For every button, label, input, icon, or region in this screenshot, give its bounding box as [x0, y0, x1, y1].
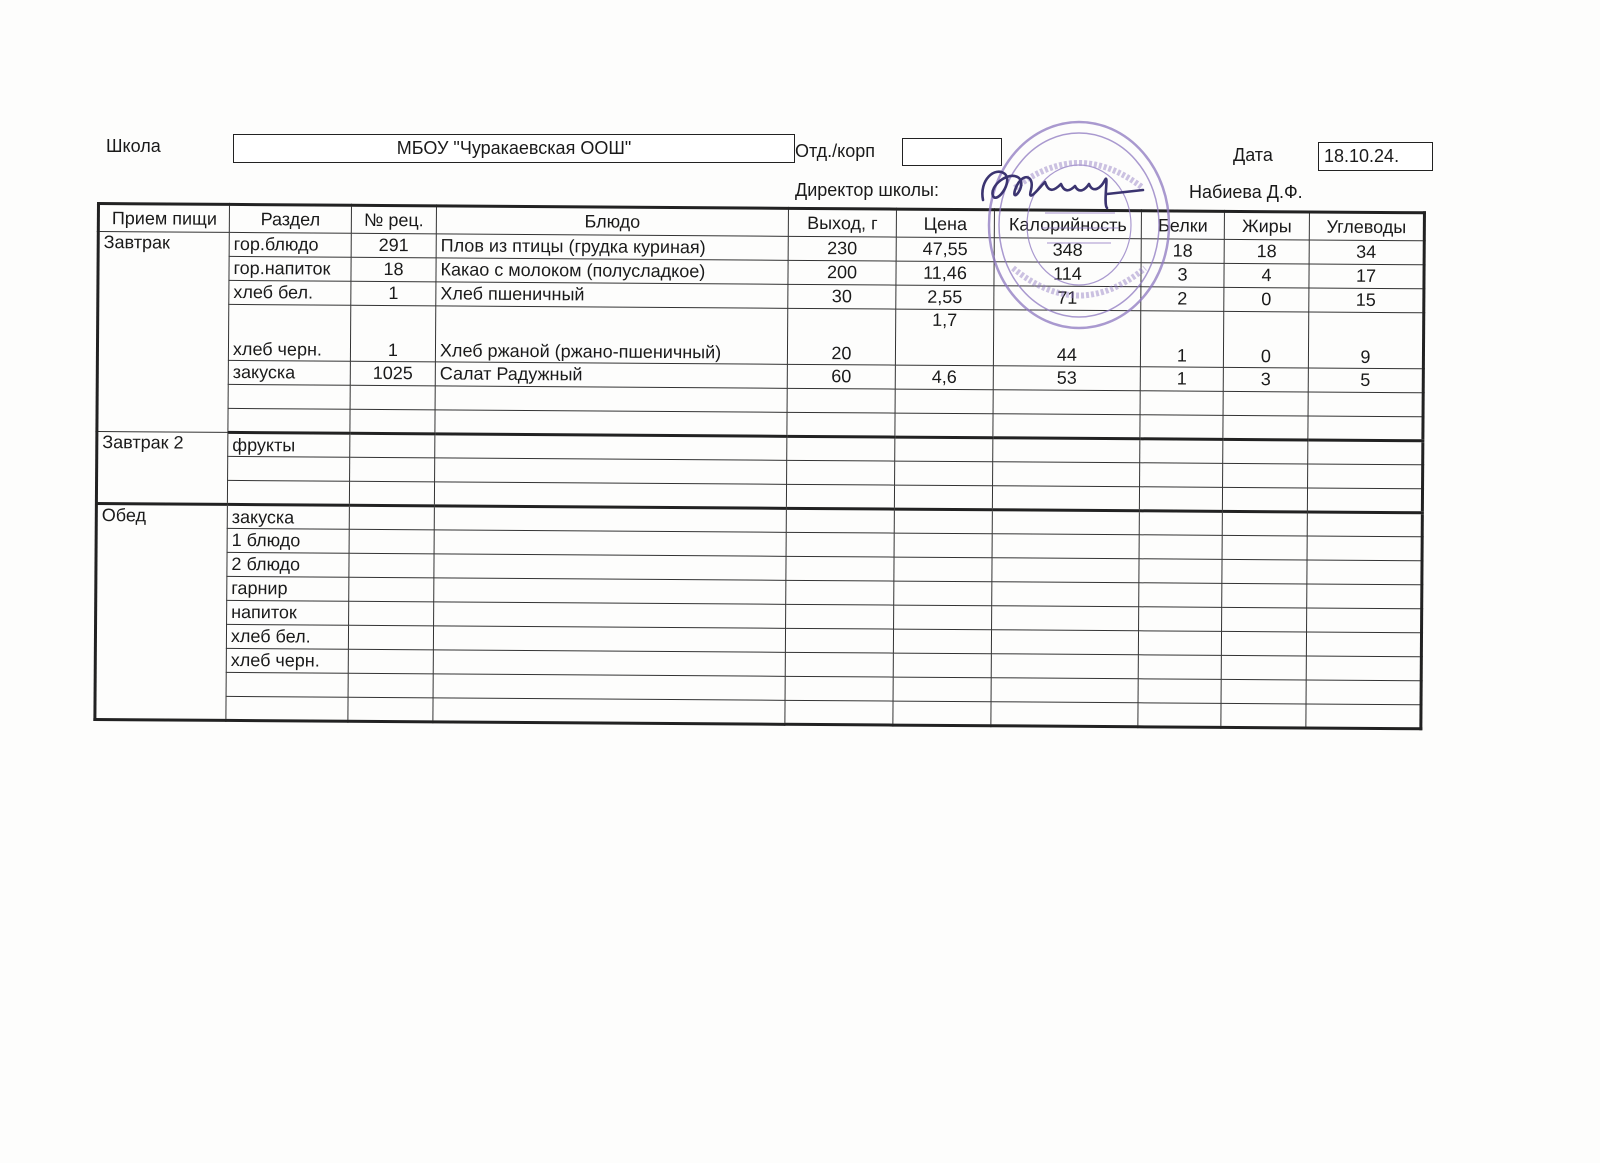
price-cell: [895, 461, 993, 486]
price-cell: [894, 557, 992, 582]
calories-cell: 71: [994, 286, 1141, 311]
dish-cell: [434, 506, 786, 532]
protein-cell: 18: [1141, 239, 1224, 264]
fat-cell: [1222, 511, 1307, 536]
recipe-no-cell: [350, 409, 435, 434]
section-cell: 2 блюдо: [227, 552, 349, 577]
section-cell: гарнир: [227, 576, 349, 601]
calories-cell: [993, 438, 1140, 463]
carbs-cell: [1307, 488, 1422, 513]
yield-cell: [786, 532, 894, 557]
director-name: Набиева Д.Ф.: [1189, 182, 1303, 202]
price-cell: 1,7: [895, 309, 993, 366]
col-header-dish: Блюдо: [436, 206, 788, 236]
col-header-yield: Выход, г: [788, 208, 896, 237]
recipe-no-cell: [348, 625, 433, 650]
recipe-no-cell: 291: [351, 233, 436, 258]
carbs-cell: [1308, 464, 1423, 489]
calories-cell: [992, 582, 1139, 607]
fat-cell: [1221, 703, 1306, 728]
recipe-no-cell: 18: [351, 257, 436, 282]
calories-cell: [993, 390, 1140, 415]
dish-cell: [435, 386, 787, 412]
section-cell: хлеб бел.: [229, 280, 351, 305]
fat-cell: [1221, 631, 1306, 656]
col-header-meal: Прием пищи: [98, 204, 229, 233]
yield-cell: [787, 460, 895, 485]
price-cell: [893, 629, 991, 654]
yield-cell: [786, 604, 894, 629]
protein-cell: [1140, 391, 1223, 416]
calories-cell: [991, 678, 1138, 703]
price-cell: [894, 605, 992, 630]
price-cell: 4,6: [895, 365, 993, 390]
fat-cell: 0: [1224, 287, 1309, 312]
carbs-cell: [1308, 440, 1423, 465]
recipe-no-cell: [349, 577, 434, 602]
col-header-price: Цена: [896, 209, 994, 238]
price-cell: [893, 653, 991, 678]
carbs-cell: 34: [1309, 240, 1424, 265]
price-cell: [895, 389, 993, 414]
dish-cell: [434, 482, 786, 508]
yield-cell: [786, 508, 894, 533]
protein-cell: [1139, 583, 1222, 608]
carbs-cell: [1308, 416, 1423, 441]
protein-cell: [1139, 607, 1222, 632]
fat-cell: 18: [1224, 239, 1309, 264]
yield-cell: 30: [788, 284, 896, 309]
dish-cell: [433, 698, 785, 724]
price-cell: [893, 677, 991, 702]
calories-cell: [992, 558, 1139, 583]
yield-cell: [787, 436, 895, 461]
section-cell: [228, 456, 350, 481]
protein-cell: 3: [1141, 263, 1224, 288]
section-cell: [228, 384, 350, 409]
calories-cell: 348: [994, 238, 1141, 263]
yield-cell: [786, 556, 894, 581]
yield-cell: [786, 484, 894, 509]
dish-cell: [433, 626, 785, 652]
fat-cell: [1221, 655, 1306, 680]
dish-cell: [434, 554, 786, 580]
fat-cell: [1222, 583, 1307, 608]
carbs-cell: [1308, 392, 1423, 417]
dept-label: Отд./корп: [795, 141, 875, 161]
fat-cell: 0: [1223, 311, 1308, 368]
protein-cell: [1140, 439, 1223, 464]
price-cell: 11,46: [896, 261, 994, 286]
calories-cell: [992, 510, 1139, 535]
calories-cell: [993, 462, 1140, 487]
carbs-cell: [1306, 704, 1421, 729]
yield-cell: 60: [787, 364, 895, 389]
dish-cell: Какао с молоком (полусладкое): [436, 258, 788, 284]
price-cell: 2,55: [896, 285, 994, 310]
carbs-cell: [1307, 608, 1422, 633]
price-cell: [893, 701, 991, 726]
section-cell: [226, 672, 348, 697]
recipe-no-cell: [349, 505, 434, 530]
price-cell: [895, 413, 993, 438]
dish-cell: [434, 602, 786, 628]
section-cell: 1 блюдо: [227, 528, 349, 553]
protein-cell: [1138, 631, 1221, 656]
dish-cell: Хлеб ржаной (ржано-пшеничный): [435, 306, 787, 364]
recipe-no-cell: [350, 433, 435, 458]
protein-cell: 1: [1140, 311, 1223, 368]
carbs-cell: [1307, 560, 1422, 585]
dish-cell: [434, 530, 786, 556]
school-name-field: МБОУ "Чуракаевская ООШ": [233, 134, 795, 163]
date-field: 18.10.24.: [1318, 142, 1433, 171]
protein-cell: [1140, 415, 1223, 440]
menu-table: [93, 202, 1426, 730]
director-signature: [975, 160, 1175, 212]
calories-cell: 53: [993, 366, 1140, 391]
carbs-cell: 15: [1309, 288, 1424, 313]
dish-cell: [434, 578, 786, 604]
recipe-no-cell: 1025: [350, 361, 435, 386]
fat-cell: [1223, 463, 1308, 488]
recipe-no-cell: [349, 601, 434, 626]
recipe-no-cell: [349, 481, 434, 506]
section-cell: напиток: [227, 600, 349, 625]
dish-cell: Плов из птицы (грудка куриная): [436, 234, 788, 260]
recipe-no-cell: [350, 385, 435, 410]
fat-cell: 4: [1224, 263, 1309, 288]
recipe-no-cell: [349, 529, 434, 554]
meal-cell: Обед: [95, 504, 228, 721]
section-cell: [227, 480, 349, 505]
section-cell: [228, 408, 350, 433]
carbs-cell: [1307, 584, 1422, 609]
protein-cell: [1138, 703, 1221, 728]
calories-cell: [991, 702, 1138, 727]
yield-cell: [785, 676, 893, 701]
protein-cell: [1138, 655, 1221, 680]
protein-cell: 1: [1140, 367, 1223, 392]
price-cell: [894, 581, 992, 606]
fat-cell: [1222, 607, 1307, 632]
meal-cell: Завтрак: [97, 232, 229, 433]
section-cell: хлеб бел.: [226, 624, 348, 649]
protein-cell: [1139, 559, 1222, 584]
calories-cell: [991, 654, 1138, 679]
section-cell: хлеб черн.: [228, 304, 350, 361]
dish-cell: Хлеб пшеничный: [436, 282, 788, 308]
yield-cell: 20: [787, 308, 895, 365]
carbs-cell: [1307, 536, 1422, 561]
recipe-no-cell: 1: [351, 281, 436, 306]
yield-cell: [786, 580, 894, 605]
section-cell: хлеб черн.: [226, 648, 348, 673]
dish-cell: [435, 434, 787, 460]
carbs-cell: [1306, 656, 1421, 681]
recipe-no-cell: 1: [350, 305, 435, 362]
section-cell: закуска: [228, 360, 350, 385]
protein-cell: [1139, 487, 1222, 512]
calories-cell: [991, 630, 1138, 655]
carbs-cell: 9: [1308, 312, 1423, 369]
dish-cell: [433, 650, 785, 676]
protein-cell: [1140, 463, 1223, 488]
yield-cell: [785, 652, 893, 677]
recipe-no-cell: [348, 697, 433, 722]
price-cell: [894, 485, 992, 510]
protein-cell: [1139, 511, 1222, 536]
col-header-calories: Калорийность: [994, 210, 1141, 239]
yield-cell: [785, 628, 893, 653]
fat-cell: 3: [1223, 367, 1308, 392]
fat-cell: [1223, 391, 1308, 416]
recipe-no-cell: [349, 553, 434, 578]
fat-cell: [1222, 535, 1307, 560]
fat-cell: [1222, 487, 1307, 512]
fat-cell: [1222, 559, 1307, 584]
price-cell: 47,55: [896, 237, 994, 262]
protein-cell: 2: [1141, 287, 1224, 312]
carbs-cell: [1307, 512, 1422, 537]
fat-cell: [1223, 415, 1308, 440]
calories-cell: [992, 486, 1139, 511]
yield-cell: [787, 388, 895, 413]
recipe-no-cell: [348, 673, 433, 698]
dish-cell: [433, 674, 785, 700]
yield-cell: 200: [788, 260, 896, 285]
carbs-cell: 17: [1309, 264, 1424, 289]
calories-cell: [992, 534, 1139, 559]
col-header-section: Раздел: [229, 204, 351, 233]
dish-cell: [435, 410, 787, 436]
col-header-carbs: Углеводы: [1309, 212, 1424, 241]
section-cell: фрукты: [228, 432, 350, 457]
price-cell: [894, 533, 992, 558]
fat-cell: [1221, 679, 1306, 704]
dish-cell: [435, 458, 787, 484]
col-header-protein: Белки: [1141, 211, 1224, 240]
carbs-cell: [1306, 632, 1421, 657]
yield-cell: 230: [788, 236, 896, 261]
price-cell: [894, 509, 992, 534]
calories-cell: [992, 606, 1139, 631]
calories-cell: 44: [993, 310, 1140, 367]
carbs-cell: 5: [1308, 368, 1423, 393]
protein-cell: [1138, 679, 1221, 704]
carbs-cell: [1306, 680, 1421, 705]
meal-cell: Завтрак 2: [96, 432, 227, 505]
calories-cell: [993, 414, 1140, 439]
calories-cell: 114: [994, 262, 1141, 287]
table-row: [97, 304, 1423, 369]
col-header-recipe-no: № рец.: [351, 205, 436, 234]
protein-cell: [1139, 535, 1222, 560]
date-label: Дата: [1233, 145, 1273, 165]
dish-cell: Салат Радужный: [435, 362, 787, 388]
recipe-no-cell: [350, 457, 435, 482]
recipe-no-cell: [348, 649, 433, 674]
price-cell: [895, 437, 993, 462]
director-label: Директор школы:: [795, 180, 939, 200]
yield-cell: [785, 700, 893, 725]
section-cell: закуска: [227, 504, 349, 529]
dept-field: [902, 138, 1002, 166]
col-header-fat: Жиры: [1224, 211, 1309, 240]
fat-cell: [1223, 439, 1308, 464]
yield-cell: [787, 412, 895, 437]
school-label: Школа: [106, 136, 161, 156]
section-cell: [226, 696, 348, 721]
section-cell: гор.напиток: [229, 256, 351, 281]
section-cell: гор.блюдо: [229, 232, 351, 257]
